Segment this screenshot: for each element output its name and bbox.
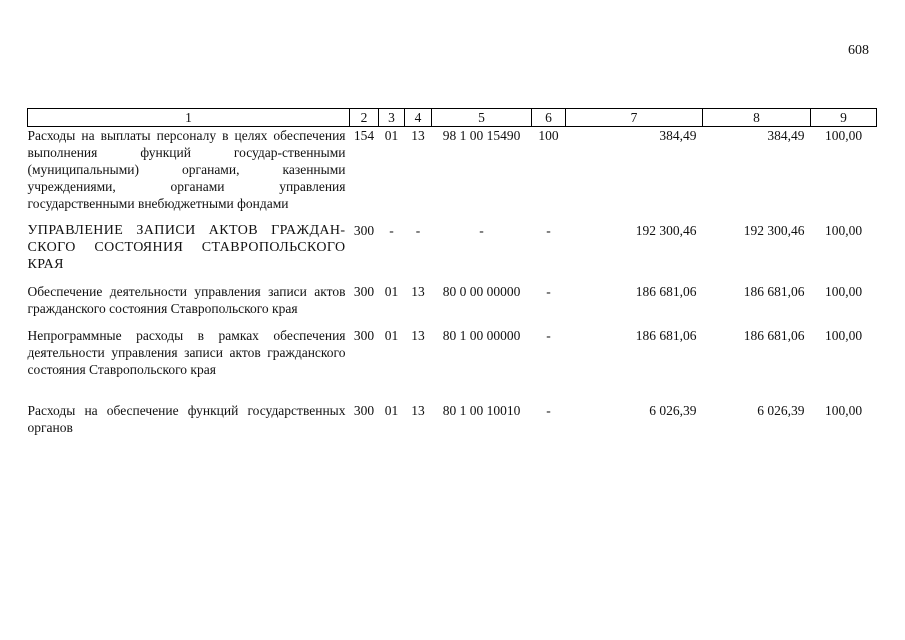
cell-section: - — [389, 223, 394, 238]
cell-executed: 192 300,46 — [743, 223, 805, 238]
column-header: 2 — [350, 109, 379, 127]
column-header: 7 — [566, 109, 703, 127]
cell-expense-type: - — [546, 284, 551, 299]
cell-percent: 100,00 — [824, 128, 863, 143]
row-name: Непрограммные расходы в рамках обеспечения деятельности управления записи актов гражданского состояния Ставропольского края — [27, 328, 346, 377]
column-header: 5 — [432, 109, 532, 127]
row-name: УПРАВЛЕНИЕ ЗАПИСИ АКТОВ ГРАЖДАН-СКОГО СОСТОЯНИЯ СТАВРОПОЛЬСКОГО КРАЯ — [27, 223, 346, 272]
cell-plan: 384,49 — [659, 128, 697, 143]
cell-section: 01 — [384, 328, 399, 343]
row-name: Обеспечение деятельности управления записи актов гражданского состояния Ставропольского края — [27, 284, 346, 316]
table-row — [28, 402, 877, 436]
table-row — [28, 222, 877, 273]
column-header: 9 — [811, 109, 877, 127]
row-name: Расходы на выплаты персоналу в целях обеспечения выполнения функций государ-ственными (муниципальными) органами, казенными учреждениями, органами управления государственными внебюджетными фондами — [27, 128, 346, 211]
cell-plan: 186 681,06 — [635, 284, 697, 299]
cell-subsection: 13 — [411, 284, 425, 299]
column-header: 1 — [28, 109, 350, 127]
cell-target-article: 80 1 00 10010 — [442, 403, 521, 418]
header-row — [28, 109, 877, 127]
cell-target-article: 98 1 00 15490 — [442, 128, 521, 143]
cell-plan: 6 026,39 — [649, 403, 697, 418]
cell-percent: 100,00 — [824, 223, 863, 238]
cell-subsection: 13 — [411, 128, 425, 143]
cell-percent: 100,00 — [824, 328, 863, 343]
cell-plan: 186 681,06 — [635, 328, 697, 343]
cell-expense-type: - — [546, 223, 551, 238]
cell-ministry: 300 — [353, 328, 375, 343]
column-header: 6 — [532, 109, 566, 127]
cell-subsection: 13 — [411, 403, 425, 418]
cell-section: 01 — [384, 284, 399, 299]
table-row — [28, 127, 877, 213]
cell-expense-type: - — [546, 403, 551, 418]
cell-section: 01 — [384, 128, 399, 143]
cell-percent: 100,00 — [824, 403, 863, 418]
cell-executed: 186 681,06 — [743, 328, 805, 343]
cell-target-article: 80 0 00 00000 — [442, 284, 521, 299]
cell-expense-type: 100 — [538, 128, 559, 143]
cell-subsection: - — [415, 223, 421, 238]
cell-target-article: 80 1 00 00000 — [442, 328, 521, 343]
cell-subsection: 13 — [411, 328, 425, 343]
cell-ministry: 300 — [353, 223, 375, 238]
column-header: 4 — [405, 109, 432, 127]
cell-section: 01 — [384, 403, 399, 418]
cell-percent: 100,00 — [824, 284, 863, 299]
cell-ministry: 300 — [353, 403, 375, 418]
table-row — [28, 327, 877, 378]
cell-executed: 6 026,39 — [757, 403, 805, 418]
column-header: 3 — [379, 109, 405, 127]
table-row — [28, 283, 877, 317]
cell-target-article: - — [479, 223, 484, 238]
cell-executed: 384,49 — [767, 128, 805, 143]
row-name: Расходы на обеспечение функций государственных органов — [27, 403, 346, 435]
page-number: 608 — [848, 43, 869, 58]
cell-plan: 192 300,46 — [635, 223, 697, 238]
column-header: 8 — [703, 109, 811, 127]
budget-table — [27, 108, 877, 436]
cell-ministry: 300 — [353, 284, 375, 299]
cell-expense-type: - — [546, 328, 551, 343]
cell-ministry: 154 — [353, 128, 375, 143]
cell-executed: 186 681,06 — [743, 284, 805, 299]
